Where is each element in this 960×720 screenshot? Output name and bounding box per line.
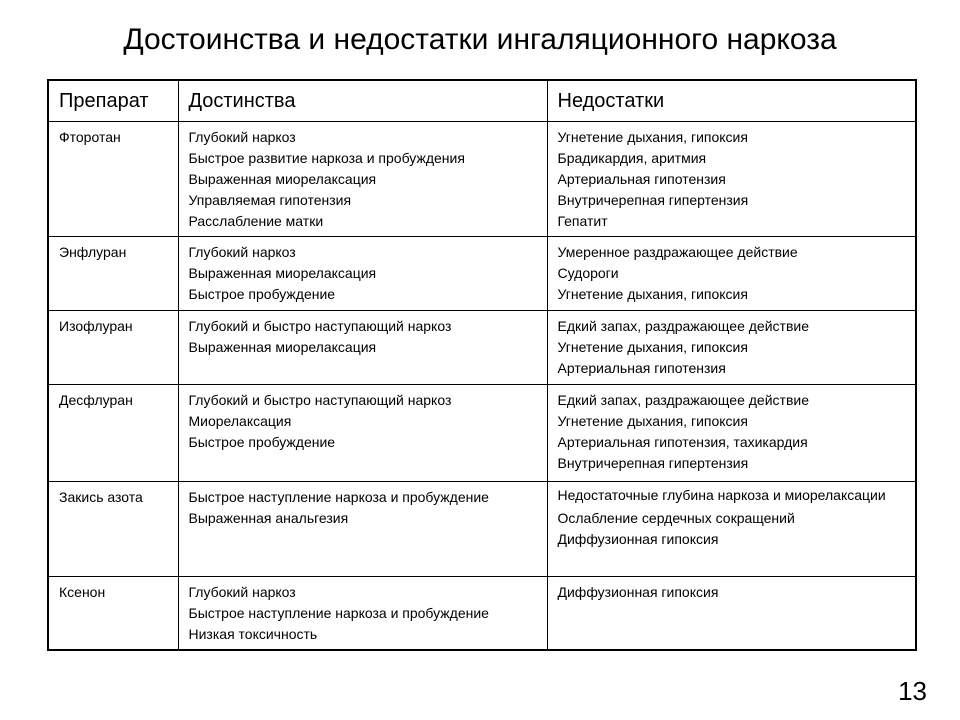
disadvantage-item: Диффузионная гипоксия bbox=[557, 584, 719, 600]
disadvantages-cell bbox=[547, 385, 916, 482]
table-row bbox=[48, 577, 916, 651]
page-number: 13 bbox=[898, 676, 927, 706]
advantage-item: Низкая токсичность bbox=[188, 626, 318, 642]
disadvantage-item: Артериальная гипотензия bbox=[557, 360, 726, 376]
header-disadvantages: Недостатки bbox=[547, 80, 916, 122]
slide-title: Достоинства и недостатки ингаляционного наркоза bbox=[123, 23, 837, 56]
advantage-item: Глубокий и быстро наступающий наркоз bbox=[188, 392, 452, 408]
advantage-item: Выраженная анальгезия bbox=[188, 510, 349, 526]
advantage-item: Миорелаксация bbox=[188, 413, 292, 429]
disadvantage-item: Угнетение дыхания, гипоксия bbox=[557, 339, 748, 355]
disadvantage-item: Внутричерепная гипертензия bbox=[557, 192, 749, 208]
disadvantages-cell bbox=[547, 237, 916, 311]
drug-cell: Десфлуран bbox=[48, 385, 178, 482]
disadvantage-item: Умеренное раздражающее действие bbox=[557, 244, 798, 260]
advantage-item: Расслабление матки bbox=[188, 213, 324, 229]
table-row bbox=[48, 237, 916, 311]
advantage-item: Быстрое наступление наркоза и пробуждение bbox=[188, 489, 489, 505]
disadvantages-cell bbox=[547, 311, 916, 385]
table-row bbox=[48, 385, 916, 482]
advantage-item: Выраженная миорелаксация bbox=[188, 171, 377, 187]
advantage-item: Быстрое пробуждение bbox=[188, 434, 336, 450]
comparison-table-container bbox=[47, 79, 915, 651]
advantage-item: Глубокий наркоз bbox=[188, 584, 296, 600]
disadvantage-item: Судороги bbox=[557, 265, 619, 281]
table-row bbox=[48, 311, 916, 385]
disadvantage-item: Гепатит bbox=[557, 213, 608, 229]
disadvantage-item: Диффузионная гипоксия bbox=[557, 531, 719, 547]
advantages-cell bbox=[178, 482, 547, 577]
advantages-cell bbox=[178, 577, 547, 651]
header-advantages: Достинства bbox=[178, 80, 547, 122]
drug-cell: Ксенон bbox=[48, 577, 178, 651]
advantages-cell bbox=[178, 122, 547, 237]
disadvantage-item: Едкий запах, раздражающее действие bbox=[557, 318, 809, 334]
drug-cell: Энфлуран bbox=[48, 237, 178, 311]
comparison-table bbox=[47, 79, 917, 651]
disadvantage-item: Внутричерепная гипертензия bbox=[557, 455, 749, 471]
table-row bbox=[48, 122, 916, 237]
disadvantage-item: Угнетение дыхания, гипоксия bbox=[557, 129, 748, 145]
disadvantage-item: Угнетение дыхания, гипоксия bbox=[557, 286, 748, 302]
disadvantages-cell bbox=[547, 122, 916, 237]
disadvantage-item: Недостаточные глубина наркоза и миорелаксации bbox=[557, 487, 886, 503]
drug-cell: Закись азота bbox=[48, 482, 178, 577]
disadvantages-cell bbox=[547, 577, 916, 651]
disadvantages-cell bbox=[547, 482, 916, 577]
disadvantage-item: Артериальная гипотензия bbox=[557, 171, 726, 187]
table-row bbox=[48, 482, 916, 577]
disadvantage-item: Артериальная гипотензия, тахикардия bbox=[557, 434, 808, 450]
disadvantage-item: Едкий запах, раздражающее действие bbox=[557, 392, 809, 408]
disadvantage-item: Угнетение дыхания, гипоксия bbox=[557, 413, 748, 429]
disadvantage-item: Брадикардия, аритмия bbox=[557, 150, 707, 166]
advantages-cell bbox=[178, 237, 547, 311]
advantage-item: Быстрое пробуждение bbox=[188, 286, 336, 302]
disadvantage-item: Ослабление сердечных сокращений bbox=[557, 510, 795, 526]
drug-cell: Фторотан bbox=[48, 122, 178, 237]
advantage-item: Глубокий и быстро наступающий наркоз bbox=[188, 318, 452, 334]
advantage-item: Быстрое наступление наркоза и пробуждение bbox=[188, 605, 489, 621]
advantage-item: Глубокий наркоз bbox=[188, 129, 296, 145]
table-header-row bbox=[48, 80, 916, 122]
advantage-item: Управляемая гипотензия bbox=[188, 192, 352, 208]
advantage-item: Выраженная миорелаксация bbox=[188, 339, 377, 355]
advantages-cell bbox=[178, 385, 547, 482]
header-drug: Препарат bbox=[48, 80, 178, 122]
advantage-item: Выраженная миорелаксация bbox=[188, 265, 377, 281]
drug-cell: Изофлуран bbox=[48, 311, 178, 385]
advantage-item: Глубокий наркоз bbox=[188, 244, 296, 260]
advantages-cell bbox=[178, 311, 547, 385]
advantage-item: Быстрое развитие наркоза и пробуждения bbox=[188, 150, 465, 166]
